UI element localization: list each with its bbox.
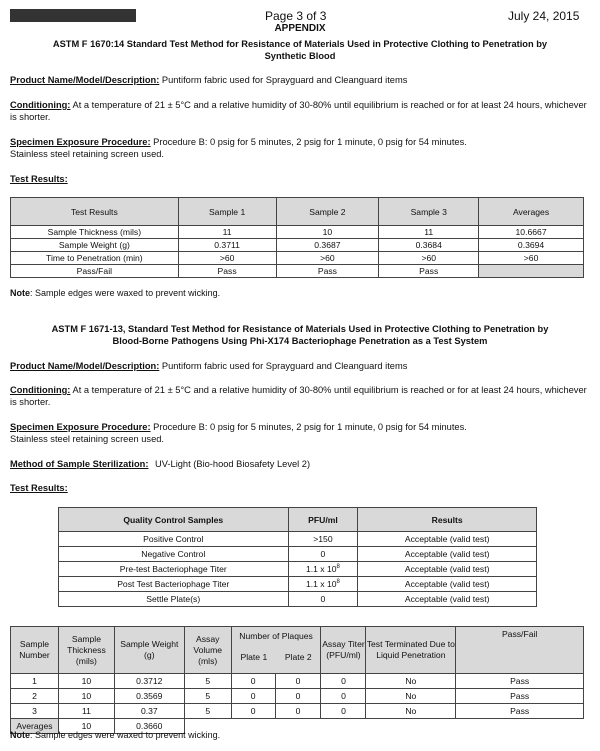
row-label: Pre-test Bacteriophage Titer (59, 562, 289, 577)
row-label: Positive Control (59, 532, 289, 547)
table-row (11, 704, 584, 719)
table-cell: 5 (184, 689, 231, 704)
table-cell: 0.3712 (114, 674, 184, 689)
section2-results-label (10, 482, 590, 494)
table-cell: 3 (11, 704, 59, 719)
table-cell: 0 (275, 704, 321, 719)
section2-sterilization (10, 458, 590, 470)
table-row (11, 252, 584, 265)
table-cell: 0.3711 (178, 239, 276, 252)
table-cell: 11 (58, 704, 114, 719)
section2-title-line1: ASTM F 1671-13, Standard Test Method for Resistance of Materials Used in Protective Clothing to Penetration by (51, 324, 549, 334)
table-cell: 0 (275, 674, 321, 689)
table-cell (288, 577, 358, 592)
table-cell: 2 (11, 689, 59, 704)
titer-exponent: 8 (336, 579, 340, 586)
row-label: Time to Penetration (min) (11, 252, 179, 265)
column-header: Sample Number (11, 627, 59, 674)
table-cell: 10 (276, 226, 379, 239)
row-label: Settle Plate(s) (59, 592, 289, 607)
table-cell: 0 (321, 689, 366, 704)
column-header: Sample 3 (379, 198, 479, 226)
table-row (11, 239, 584, 252)
table-cell: Acceptable (valid test) (358, 592, 537, 607)
table-cell: Pass (178, 265, 276, 278)
table-cell: 0.3694 (479, 239, 584, 252)
table-cell: 0.37 (114, 704, 184, 719)
row-label: Pass/Fail (11, 265, 179, 278)
table-row (59, 592, 537, 607)
column-header: Test Results (11, 198, 179, 226)
table-cell: 0 (321, 674, 366, 689)
blank-cell (184, 719, 583, 734)
section1-results-label (10, 173, 590, 185)
specimen-value-2: Stainless steel retaining screen used. (10, 434, 165, 444)
section2-title (0, 323, 600, 347)
report-date: July 24, 2015 (508, 9, 580, 23)
table-cell: Pass (379, 265, 479, 278)
section1-title (0, 38, 600, 62)
sterilization-label: Method of Sample Sterilization: (10, 459, 149, 469)
table-cell: 5 (184, 674, 231, 689)
specimen-label: Specimen Exposure Procedure: (10, 422, 151, 432)
specimen-value: Procedure B: 0 psig for 5 minutes, 2 psig for 1 minute, 0 psig for 54 minutes. (153, 422, 467, 432)
note-label: Note (10, 730, 30, 740)
qc-table (58, 507, 537, 607)
table-cell: 5 (184, 704, 231, 719)
table-cell-empty (479, 265, 584, 278)
table-row (59, 562, 537, 577)
table-cell: Pass (456, 689, 584, 704)
table-cell: 10 (58, 719, 114, 734)
section1-title-line1: ASTM F 1670:14 Standard Test Method for Resistance of Materials Used in Protective Clothing to Penetration by (52, 39, 548, 49)
conditioning-label: Conditioning: (10, 385, 71, 395)
table-cell: 0 (288, 592, 358, 607)
specimen-value: Procedure B: 0 psig for 5 minutes, 2 psig for 1 minute, 0 psig for 54 minutes. (153, 137, 467, 147)
sample-header-row (11, 627, 584, 674)
specimen-value-2: Stainless steel retaining screen used. (10, 149, 165, 159)
table-cell: 0 (321, 704, 366, 719)
table-cell: No (366, 674, 456, 689)
table-row (11, 265, 584, 278)
table-cell (288, 562, 358, 577)
table-cell: 0.3684 (379, 239, 479, 252)
table-header-row (11, 198, 584, 226)
table-cell: 0.3687 (276, 239, 379, 252)
table-cell: >60 (276, 252, 379, 265)
column-header: Sample 2 (276, 198, 379, 226)
product-label: Product Name/Model/Description: (10, 361, 160, 371)
section1-product (10, 74, 590, 86)
results-table (10, 197, 584, 278)
table-cell: 0 (275, 689, 321, 704)
section1-note (10, 288, 220, 298)
column-header: Quality Control Samples (59, 508, 289, 532)
table-cell: Acceptable (valid test) (358, 532, 537, 547)
table-cell: No (366, 689, 456, 704)
conditioning-value: At a temperature of 21 ± 5°C and a relative humidity of 30-80% until equilibrium is reached or for at least 24 hours, whichever is shorter. (10, 100, 587, 122)
plate1-header: Plate 1 (240, 651, 268, 662)
table-row (59, 577, 537, 592)
table-cell: 0 (231, 674, 275, 689)
plaques-header-label: Number of Plaques (239, 630, 313, 641)
section2-title-line2: Blood-Borne Pathogens Using Phi-X174 Bacteriophage Penetration as a Test System (112, 336, 488, 346)
column-header: Test Terminated Due to Liquid Penetration (366, 627, 456, 674)
specimen-label: Specimen Exposure Procedure: (10, 137, 151, 147)
table-cell: 10.6667 (479, 226, 584, 239)
table-row (59, 532, 537, 547)
section1-conditioning (10, 99, 590, 123)
qc-header-row (59, 508, 537, 532)
table-row (11, 226, 584, 239)
column-header: Averages (479, 198, 584, 226)
results-label: Test Results: (10, 483, 68, 493)
section1-specimen (10, 136, 590, 160)
appendix-heading: APPENDIX (274, 23, 326, 34)
table-cell: >60 (379, 252, 479, 265)
table-cell: >60 (178, 252, 276, 265)
column-header: Results (358, 508, 537, 532)
table-cell: Acceptable (valid test) (358, 577, 537, 592)
product-value: Puntiform fabric used for Sprayguard and Cleanguard items (161, 361, 408, 371)
table-cell: Pass (276, 265, 379, 278)
row-label: Sample Weight (g) (11, 239, 179, 252)
table-cell: 10 (58, 674, 114, 689)
results-label: Test Results: (10, 174, 68, 184)
titer-base: 1.1 x 10 (305, 564, 337, 574)
row-label: Negative Control (59, 547, 289, 562)
note-value: : Sample edges were waxed to prevent wicking. (30, 730, 221, 740)
titer-base: 1.1 x 10 (305, 579, 337, 589)
table-cell: 0.3660 (114, 719, 184, 734)
table-cell: 0 (288, 547, 358, 562)
product-value: Puntiform fabric used for Sprayguard and Cleanguard items (161, 75, 408, 85)
section2-specimen (10, 421, 590, 445)
table-cell: No (366, 704, 456, 719)
table-cell: 0 (231, 704, 275, 719)
section2-conditioning (10, 384, 590, 408)
table-cell: 0 (231, 689, 275, 704)
table-cell: >60 (479, 252, 584, 265)
column-header: Pass/Fail (456, 627, 584, 674)
table-cell: 1 (11, 674, 59, 689)
table-cell: 0.3569 (114, 689, 184, 704)
row-label: Post Test Bacteriophage Titer (59, 577, 289, 592)
note-value: : Sample edges were waxed to prevent wicking. (30, 288, 221, 298)
table-row (11, 689, 584, 704)
sample-table (10, 626, 584, 734)
product-label: Product Name/Model/Description: (10, 75, 160, 85)
page-number: Page 3 of 3 (265, 9, 327, 23)
column-header: Assay Volume (mls) (184, 627, 231, 674)
redacted-block (10, 9, 136, 22)
plaques-header (231, 627, 321, 674)
table-row (11, 674, 584, 689)
table-cell: >150 (288, 532, 358, 547)
table-cell: 11 (379, 226, 479, 239)
table-cell: Pass (456, 674, 584, 689)
row-label: Sample Thickness (mils) (11, 226, 179, 239)
column-header: Sample 1 (178, 198, 276, 226)
note-label: Note (10, 288, 30, 298)
table-row (59, 547, 537, 562)
column-header: Sample Weight (g) (114, 627, 184, 674)
table-cell: 10 (58, 689, 114, 704)
table-cell: Acceptable (valid test) (358, 547, 537, 562)
table-cell: 11 (178, 226, 276, 239)
sterilization-value: UV-Light (Bio-hood Biosafety Level 2) (155, 459, 311, 469)
column-header: PFU/ml (288, 508, 358, 532)
column-header: Sample Thickness (mils) (58, 627, 114, 674)
section2-product (10, 360, 590, 372)
plate2-header: Plate 2 (284, 651, 312, 662)
column-header: Assay Titer (PFU/ml) (321, 627, 366, 674)
titer-exponent: 8 (336, 564, 340, 571)
table-cell: Acceptable (valid test) (358, 562, 537, 577)
conditioning-label: Conditioning: (10, 100, 71, 110)
table-cell: Pass (456, 704, 584, 719)
section1-title-line2: Synthetic Blood (264, 51, 336, 61)
section2-note (10, 730, 220, 740)
averages-label: Averages (11, 719, 59, 734)
conditioning-value: At a temperature of 21 ± 5°C and a relative humidity of 30-80% until equilibrium is reached or for at least 24 hours, whichever is shorter. (10, 385, 587, 407)
